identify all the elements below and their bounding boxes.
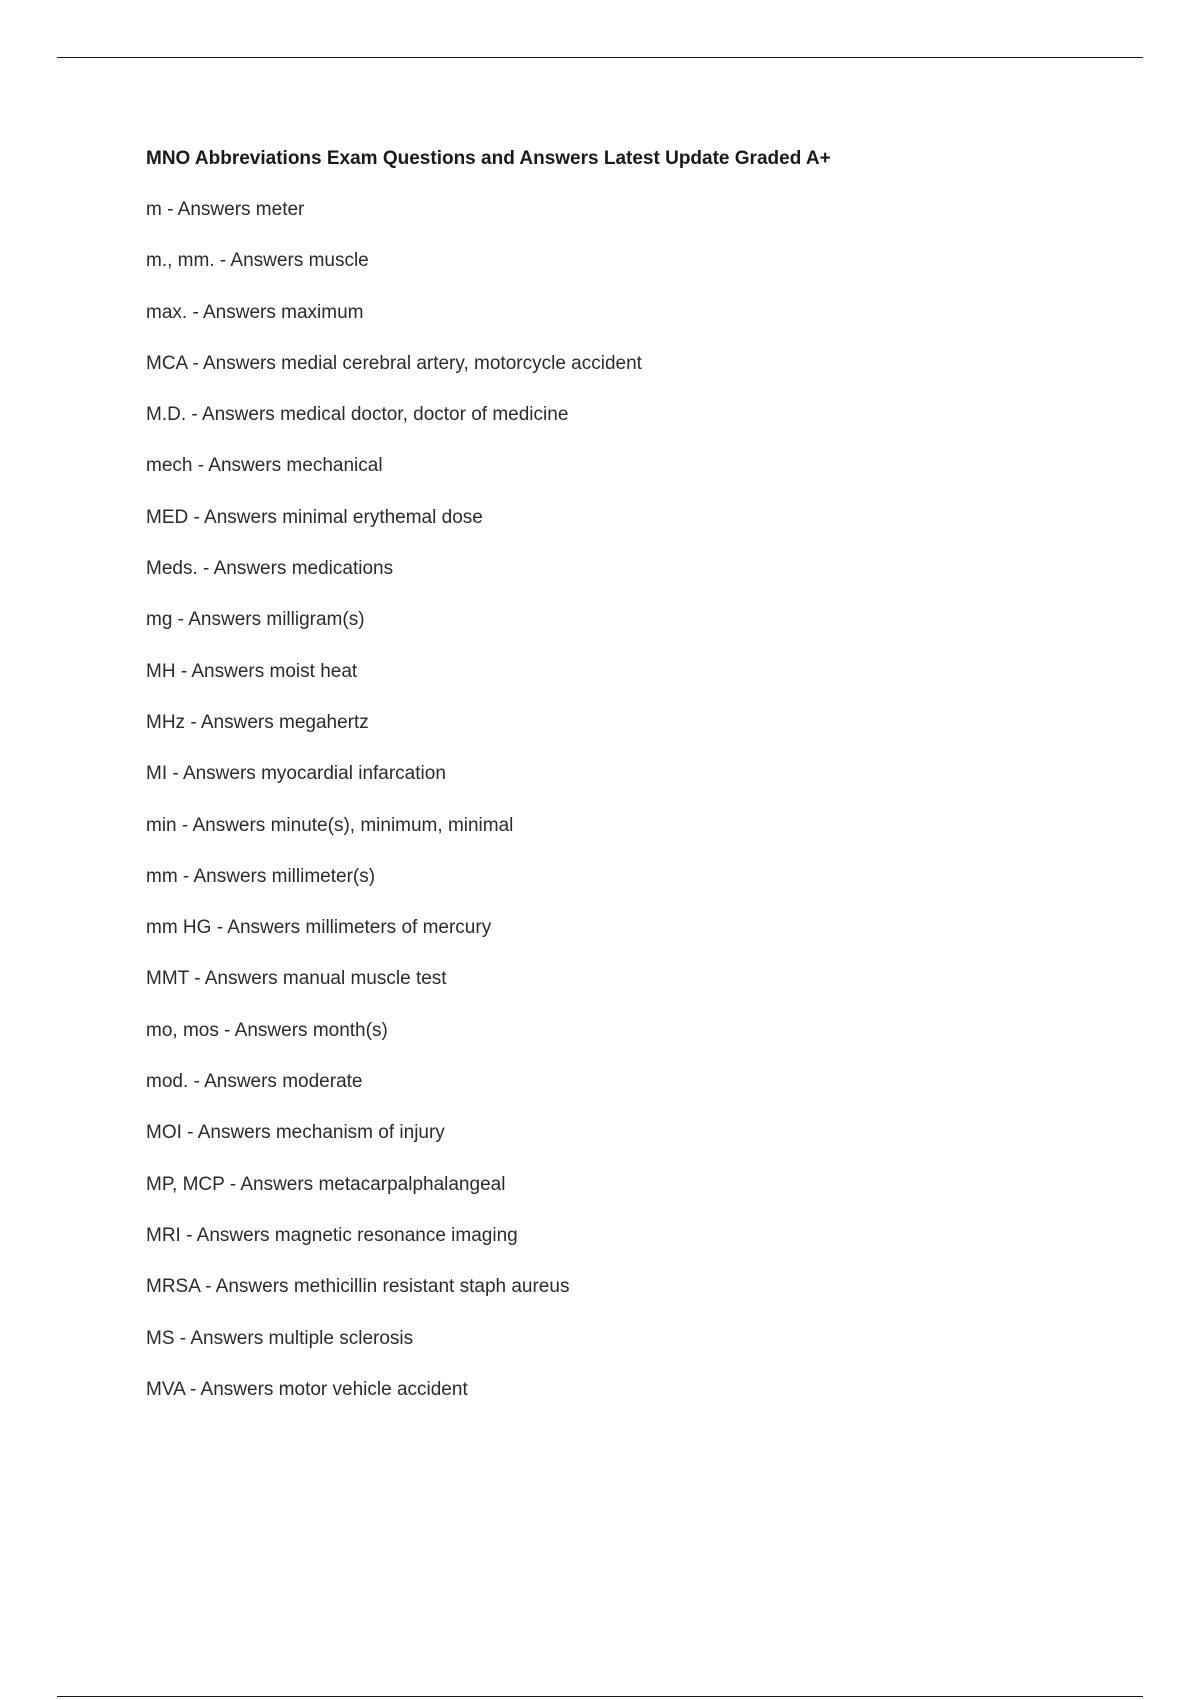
abbreviation-entry: m., mm. - Answers muscle xyxy=(146,250,369,272)
abbreviation-entry: min - Answers minute(s), minimum, minimal xyxy=(146,814,514,836)
abbreviation-entry: MRSA - Answers methicillin resistant staph aureus xyxy=(146,1276,570,1298)
abbreviation-entry: Meds. - Answers medications xyxy=(146,558,394,580)
abbreviation-entry: m - Answers meter xyxy=(146,199,305,220)
abbreviation-entry: MHz - Answers megahertz xyxy=(146,711,369,733)
abbreviation-entry: mo, mos - Answers month(s) xyxy=(146,1019,388,1041)
abbreviation-entry: M.D. - Answers medical doctor, doctor of medicine xyxy=(146,404,569,426)
abbreviation-entry: MH - Answers moist heat xyxy=(146,660,358,682)
abbreviation-entry: mech - Answers mechanical xyxy=(146,455,383,477)
abbreviation-entry: mod. - Answers moderate xyxy=(146,1071,363,1093)
document-body xyxy=(146,146,1106,1428)
abbreviation-entry: mm HG - Answers millimeters of mercury xyxy=(146,917,492,939)
abbreviation-entry: max. - Answers maximum xyxy=(146,301,364,323)
abbreviation-entry: MED - Answers minimal erythemal dose xyxy=(146,506,483,528)
abbreviation-entry: mg - Answers milligram(s) xyxy=(146,609,365,631)
header-rule xyxy=(57,57,1143,58)
footer-rule xyxy=(57,1696,1143,1697)
abbreviation-entry: MVA - Answers motor vehicle accident xyxy=(146,1378,468,1400)
abbreviation-entry: MP, MCP - Answers metacarpalphalangeal xyxy=(146,1173,506,1195)
abbreviation-entry: MRI - Answers magnetic resonance imaging xyxy=(146,1224,518,1246)
abbreviation-list xyxy=(146,197,1106,1403)
document-title: MNO Abbreviations Exam Questions and Answers Latest Update Graded A+ xyxy=(146,148,831,169)
abbreviation-entry: MS - Answers multiple sclerosis xyxy=(146,1327,414,1349)
abbreviation-entry: MOI - Answers mechanism of injury xyxy=(146,1122,445,1144)
abbreviation-entry: MCA - Answers medial cerebral artery, motorcycle accident xyxy=(146,352,642,374)
abbreviation-entry: MI - Answers myocardial infarcation xyxy=(146,763,446,785)
abbreviation-entry: mm - Answers millimeter(s) xyxy=(146,865,376,887)
abbreviation-entry: MMT - Answers manual muscle test xyxy=(146,968,447,990)
